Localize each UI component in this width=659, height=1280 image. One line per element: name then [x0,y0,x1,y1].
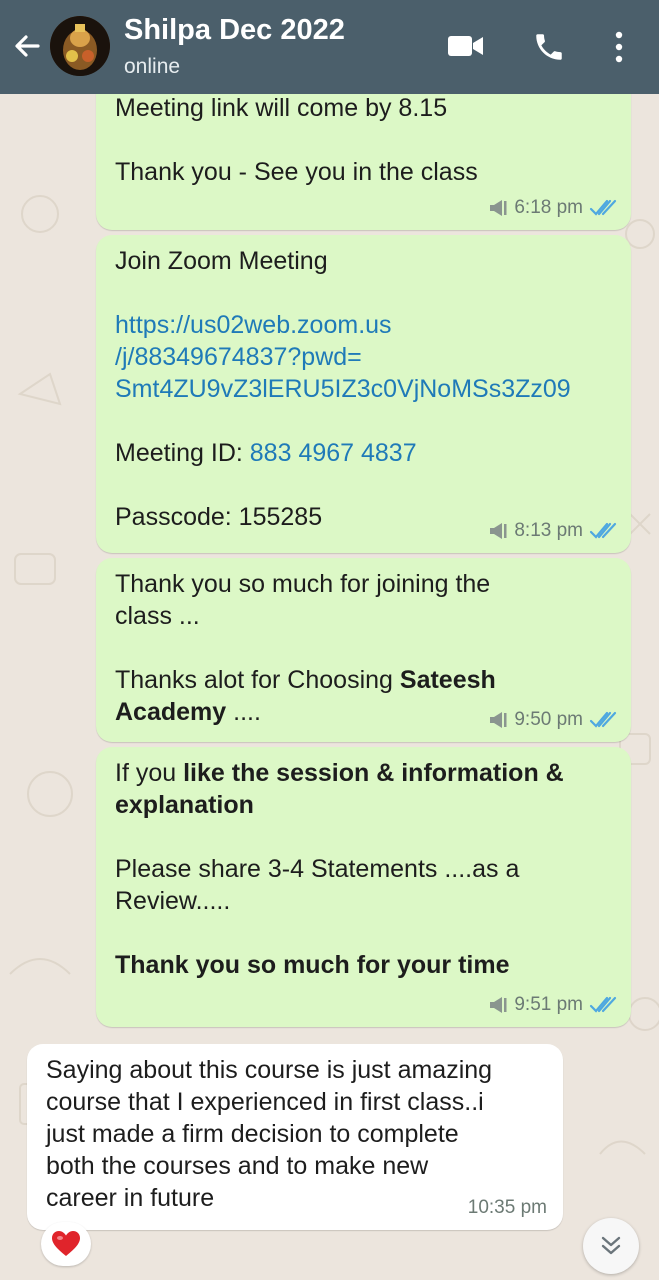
message-text [115,277,613,309]
read-ticks-icon [589,711,617,729]
heart-icon [51,1230,81,1258]
broadcast-icon [488,711,508,729]
message-text [115,821,613,853]
meeting-id-link[interactable]: 883 4967 4837 [249,439,417,467]
message-text [115,664,613,696]
message-text: Thank you so much for joining the [115,570,491,598]
message-text [115,757,613,789]
scroll-to-bottom-button[interactable] [583,1218,639,1274]
message-text-bold: explanation [115,791,254,819]
message-bubble-outgoing[interactable] [96,558,631,742]
message-text [115,917,613,949]
message-meta [488,989,617,1021]
message-meta [488,515,617,547]
message-text: Passcode: 155285 [115,503,323,531]
message-text: Saying about this course is just amazing [46,1056,493,1084]
message-time: 10:35 pm [467,1197,547,1218]
message-text-plain: If you [115,759,184,787]
zoom-link[interactable]: /j/88349674837?pwd= [115,343,362,371]
message-time: 9:50 pm [514,709,583,730]
message-bubble-outgoing[interactable] [96,235,631,553]
broadcast-icon [488,996,508,1014]
video-call-icon[interactable] [447,31,485,66]
message-text-bold: like the session & information & [183,759,564,787]
zoom-link[interactable]: Smt4ZU9vZ3lERU5IZ3c0VjNoMSs3Zz09 [115,375,571,403]
message-text-plain: .... [226,698,261,726]
message-text-plain: Thanks alot for Choosing [115,666,400,694]
broadcast-icon [488,522,508,540]
message-bubble-outgoing[interactable] [96,94,631,230]
message-meta [488,192,617,224]
heart-reaction[interactable] [41,1222,91,1266]
message-text [115,469,613,501]
back-arrow-icon[interactable] [8,26,48,66]
broadcast-icon [488,199,508,217]
message-time: 6:18 pm [514,197,583,218]
message-bubble-outgoing[interactable] [96,747,631,1027]
read-ticks-icon [589,996,617,1014]
contact-name[interactable]: Shilpa Dec 2022 [124,14,345,46]
message-bubble-incoming[interactable] [27,1044,563,1230]
message-meta [488,704,617,736]
message-text: Thank you - See you in the class [115,158,478,186]
message-text: Please share 3-4 Statements ....as a [115,855,520,883]
contact-avatar[interactable] [50,16,110,76]
meeting-id-line [115,437,613,469]
message-text [115,124,613,156]
message-text: both the courses and to make new [46,1152,429,1180]
message-time: 8:13 pm [514,520,583,541]
message-time: 9:51 pm [514,994,583,1015]
message-text: Meeting link will come by 8.15 [115,94,448,122]
chat-header [0,0,659,94]
meeting-id-label: Meeting ID: [115,439,250,467]
voice-call-icon[interactable] [532,30,566,69]
more-options-icon[interactable] [612,30,626,69]
message-text-bold: Academy [115,698,227,726]
message-text: career in future [46,1184,215,1212]
double-chevron-down-icon [598,1233,624,1259]
zoom-link[interactable]: https://us02web.zoom.us [115,311,392,339]
message-text: Review..... [115,887,231,915]
message-text [115,405,613,437]
message-text-bold: Sateesh [399,666,496,694]
contact-status: online [124,55,181,78]
message-text-bold: Thank you so much for your time [115,951,510,979]
message-text [115,632,613,664]
message-text: Join Zoom Meeting [115,247,328,275]
message-text: just made a firm decision to complete [46,1120,459,1148]
chat-area[interactable] [0,94,659,1280]
read-ticks-icon [589,199,617,217]
message-text: class ... [115,602,200,630]
message-meta [468,1192,547,1224]
read-ticks-icon [589,522,617,540]
message-text: course that I experienced in first class..i [46,1088,484,1116]
